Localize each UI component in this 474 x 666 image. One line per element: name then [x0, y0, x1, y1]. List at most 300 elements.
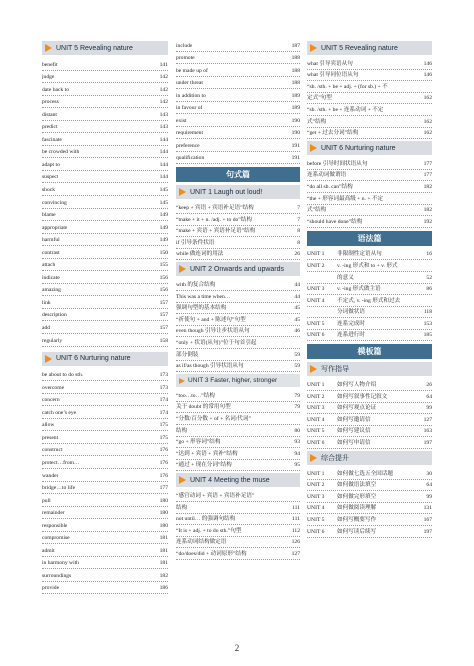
toc-entry[interactable]	[307, 58, 432, 70]
entry-title: shock	[42, 187, 56, 194]
entry-page: 80	[294, 427, 300, 434]
vocab-continued-list	[176, 39, 300, 164]
entry-title: in favour of	[176, 105, 203, 112]
entry-title: “达到 + 宾语 + 宾补”结构	[176, 450, 238, 457]
unit-title: UNIT 5 Revealing nature	[321, 44, 398, 52]
entry-title: admit	[42, 547, 55, 554]
toc-entry[interactable]	[307, 330, 432, 342]
column-left	[42, 39, 168, 594]
toc-entry[interactable]	[307, 205, 432, 217]
entry-page: 177	[423, 160, 432, 167]
toc-entry[interactable]	[42, 482, 168, 495]
entry-page: 93	[294, 439, 300, 446]
toc-entry[interactable]	[42, 569, 168, 582]
toc-entry[interactable]	[176, 448, 300, 460]
entry-title: “do/does/did + 动词原形”结构	[176, 550, 247, 557]
entry-title: as if/as though 引导状语从句	[176, 363, 244, 370]
entry-page: 143	[159, 124, 168, 131]
toc-entry[interactable]	[42, 108, 168, 121]
entry-page: 187	[291, 42, 300, 49]
triangle-icon	[310, 454, 317, 462]
entry-unit: UNIT 2	[307, 393, 325, 400]
triangle-icon	[310, 365, 317, 373]
toc-entry[interactable]	[307, 403, 432, 415]
toc-entry[interactable]	[307, 307, 432, 319]
entry-unit	[307, 274, 337, 282]
toc-entry[interactable]	[307, 295, 432, 307]
entry-page: 142	[159, 74, 168, 81]
entry-title: 如何写叙事性记叙文	[337, 393, 388, 400]
toc-entry[interactable]	[307, 284, 432, 296]
entry-title: 如何写观点论证	[337, 405, 377, 412]
toc-entry[interactable]	[176, 548, 300, 560]
toc-entry[interactable]	[307, 70, 432, 82]
entry-title: “get + 过去分词”结构	[307, 130, 359, 137]
entry-title: catch one’s eye	[42, 409, 77, 416]
entry-page: 145	[159, 199, 168, 206]
entry-page: 176	[159, 447, 168, 454]
toc-entry[interactable]	[42, 444, 168, 457]
entry-page: 174	[159, 409, 168, 416]
entry-page: 182	[159, 572, 168, 579]
entry-page: 16	[426, 251, 432, 258]
toc-entry[interactable]	[176, 202, 300, 214]
toc-entry[interactable]	[176, 525, 300, 537]
toc-entry[interactable]	[176, 139, 300, 152]
entry-page: 175	[159, 422, 168, 429]
entry-page: 26	[294, 251, 300, 258]
toc-entry[interactable]	[307, 480, 432, 492]
entry-page: 176	[159, 472, 168, 479]
entry-page: 162	[423, 95, 432, 102]
toc-entry[interactable]	[307, 318, 432, 330]
entry-page: 180	[159, 522, 168, 529]
toc-entry[interactable]	[42, 234, 168, 247]
entry-title: 分词做状语	[337, 309, 365, 316]
toc-entry[interactable]	[42, 246, 168, 259]
comprehensive-header	[307, 451, 432, 465]
entry-title: 如何写申请信	[337, 440, 371, 447]
toc-entry[interactable]	[42, 171, 168, 184]
entry-page: 182	[423, 183, 432, 190]
entry-title: add	[42, 325, 51, 332]
entry-page: 95	[294, 462, 300, 469]
entry-page: 157	[159, 325, 168, 332]
toc-entry[interactable]	[176, 214, 300, 226]
toc-entry[interactable]	[42, 334, 168, 347]
triangle-icon	[179, 188, 186, 196]
entry-title: appropriate	[42, 224, 68, 231]
entry-page: 180	[159, 510, 168, 517]
entry-page: 131	[423, 505, 432, 512]
entry-title: “do all sb. can”结构	[307, 183, 353, 190]
entry-page: 26	[426, 382, 432, 389]
toc-entry[interactable]	[176, 390, 300, 402]
entry-title: 如何写人物介绍	[337, 382, 377, 389]
toc-entry[interactable]	[42, 419, 168, 432]
entry-title: present	[42, 434, 59, 441]
entry-unit: UNIT 4	[307, 297, 325, 304]
toc-entry[interactable]	[176, 291, 300, 303]
entry-title: description	[42, 312, 67, 319]
toc-entry[interactable]	[42, 582, 168, 595]
toc-entry[interactable]	[42, 158, 168, 171]
writing-list	[307, 379, 432, 449]
toc-entry[interactable]	[176, 152, 300, 165]
toc-entry[interactable]	[42, 406, 168, 419]
toc-entry[interactable]	[307, 526, 432, 538]
entry-title: attach	[42, 262, 56, 269]
toc-entry[interactable]	[307, 272, 432, 284]
unit2-sentence-list	[176, 279, 300, 372]
toc-entry[interactable]	[42, 321, 168, 334]
entry-page: 197	[423, 528, 432, 535]
entry-title: suspect	[42, 174, 59, 181]
toc-entry[interactable]	[176, 127, 300, 140]
entry-title: indicate	[42, 274, 60, 281]
entry-title: amazing	[42, 287, 61, 294]
entry-title: include	[176, 42, 193, 49]
entry-title: not until… 的强调句结构	[176, 516, 236, 523]
toc-entry[interactable]	[42, 259, 168, 272]
toc-entry[interactable]	[42, 431, 168, 444]
toc-entry[interactable]	[307, 503, 432, 515]
entry-title: “go + 形容词”结构	[176, 439, 221, 446]
section-title: 写作指导	[321, 366, 349, 374]
entry-unit: UNIT 1	[307, 382, 325, 389]
toc-entry[interactable]	[42, 133, 168, 146]
entry-title: process	[42, 99, 59, 106]
toc-entry[interactable]	[176, 237, 300, 249]
entry-title: harmful	[42, 237, 60, 244]
section-band-grammar: 语法篇	[307, 231, 432, 246]
unit6-header	[307, 141, 432, 155]
toc-entry[interactable]	[42, 83, 168, 96]
toc-entry[interactable]	[42, 394, 168, 407]
entry-title: 关于 doubt 的常用句型	[176, 404, 231, 411]
unit-title: UNIT 4 Meeting the muse	[190, 476, 270, 484]
entry-page: 180	[159, 497, 168, 504]
toc-entry[interactable]	[42, 209, 168, 222]
entry-title: 定式”句型	[307, 95, 332, 102]
entry-page: 176	[159, 459, 168, 466]
entry-page: 167	[423, 517, 432, 523]
entry-title: 如何写邀请信	[337, 416, 371, 423]
entry-title: concern	[42, 397, 60, 404]
entry-page: 153	[423, 320, 432, 327]
section-band-template: 模板篇	[307, 344, 432, 359]
toc-entry[interactable]	[176, 402, 300, 414]
entry-page: 141	[159, 61, 168, 68]
entry-title: even though 引导让步状语从句	[176, 328, 250, 335]
toc-entry[interactable]	[307, 170, 432, 182]
page-number: 2	[234, 643, 240, 653]
toc-entry[interactable]	[42, 519, 168, 532]
entry-title: before 引导时间状语从句	[307, 160, 368, 167]
entry-unit: UNIT 1	[307, 251, 325, 258]
toc-entry[interactable]	[42, 381, 168, 394]
entry-title: provide	[42, 585, 60, 592]
toc-entry[interactable]	[42, 146, 168, 159]
entry-page: 30	[426, 470, 432, 477]
toc-entry[interactable]	[42, 456, 168, 469]
entry-page: 157	[159, 299, 168, 306]
entry-page: 162	[423, 118, 432, 125]
entry-page: 144	[159, 149, 168, 156]
toc-entry[interactable]	[42, 196, 168, 209]
toc-entry[interactable]	[307, 379, 432, 391]
toc-entry[interactable]	[176, 226, 300, 238]
entry-title: date back to	[42, 86, 70, 93]
entry-page: 46	[294, 328, 300, 335]
entry-page: 156	[159, 287, 168, 294]
entry-unit: UNIT 2	[307, 482, 325, 489]
entry-page: 99	[426, 405, 432, 412]
toc-entry[interactable]	[307, 249, 432, 261]
toc-entry[interactable]	[176, 114, 300, 127]
toc-entry[interactable]	[307, 216, 432, 228]
entry-title: v. -ing 形式和 to + v. 形式	[337, 262, 398, 269]
entry-title: 如何做完形填空	[337, 493, 377, 500]
toc-entry[interactable]	[42, 309, 168, 322]
toc-entry[interactable]	[307, 468, 432, 480]
entry-page: 79	[294, 404, 300, 411]
toc-entry[interactable]	[42, 71, 168, 84]
entry-page: 99	[426, 493, 432, 500]
toc-entry[interactable]	[42, 532, 168, 545]
entry-page: 181	[159, 547, 168, 554]
entry-title: “sb. /sth. + be + 连系动词 + 不定	[307, 106, 384, 113]
entry-title: “make + it + n. /adj. + to do”结构	[176, 216, 252, 223]
toc-entry[interactable]	[42, 469, 168, 482]
entry-page: 145	[159, 187, 168, 194]
toc-entry[interactable]	[42, 296, 168, 309]
entry-page: 142	[159, 86, 168, 93]
entry-unit: UNIT 6	[307, 440, 325, 447]
entry-page: 144	[159, 136, 168, 143]
entry-page: 191	[291, 155, 300, 162]
entry-title: what 引导宾语从句	[307, 60, 353, 67]
entry-page: 149	[159, 212, 168, 219]
entry-title: with 的复合结构	[176, 282, 216, 289]
triangle-icon	[179, 378, 185, 384]
unit6-sentence-list	[307, 158, 432, 228]
entry-unit: UNIT 4	[307, 505, 325, 512]
toc-entry[interactable]	[176, 249, 300, 261]
toc-entry[interactable]	[42, 284, 168, 297]
toc-entry[interactable]	[307, 437, 432, 449]
entry-title: construct	[42, 447, 63, 454]
toc-entry[interactable]	[176, 413, 300, 425]
comprehensive-list	[307, 468, 432, 538]
entry-page: 52	[426, 274, 432, 281]
unit2-header	[176, 262, 300, 276]
toc-entry[interactable]	[307, 104, 432, 116]
entry-title: “通过 + 现在分词”结构	[176, 462, 232, 469]
entry-title: qualification	[176, 155, 205, 162]
toc-entry[interactable]	[307, 491, 432, 503]
entry-title: requirement	[176, 130, 204, 137]
entry-page: 94	[294, 450, 300, 457]
toc-entry[interactable]	[307, 193, 432, 205]
entry-title: 如何做语法填空	[337, 482, 377, 489]
toc-entry[interactable]	[176, 349, 300, 361]
toc-entry[interactable]	[42, 544, 168, 557]
entry-title: regularly	[42, 337, 63, 344]
entry-title: “should have done”结构	[307, 218, 363, 225]
entry-page: 188	[291, 67, 300, 74]
entry-title: 连系完成时	[337, 320, 365, 327]
toc-entry[interactable]	[42, 557, 168, 570]
toc-entry[interactable]	[176, 52, 300, 65]
toc-entry[interactable]	[176, 89, 300, 102]
unit3-header	[176, 374, 300, 387]
toc-entry[interactable]	[176, 514, 300, 526]
toc-entry[interactable]	[307, 116, 432, 128]
entry-title: allow	[42, 422, 55, 429]
entry-title: 非限制性定语从句	[337, 251, 382, 258]
entry-unit	[307, 308, 337, 316]
entry-page: 143	[159, 111, 168, 118]
toc-entry[interactable]	[176, 361, 300, 373]
toc-entry[interactable]	[42, 58, 168, 71]
toc-entry[interactable]	[176, 303, 300, 315]
entry-page: 190	[291, 130, 300, 137]
toc-entry[interactable]	[307, 514, 432, 526]
entry-title: This was a time when…	[176, 293, 231, 300]
entry-page: 8	[297, 239, 300, 246]
entry-title: in addition to	[176, 92, 206, 99]
toc-entry[interactable]	[176, 279, 300, 291]
toc-entry[interactable]	[176, 460, 300, 472]
writing-header	[307, 362, 432, 376]
unit5-header	[307, 41, 432, 55]
entry-title: be about to do sth.	[42, 372, 84, 379]
entry-unit: UNIT 1	[307, 470, 325, 477]
entry-title: 连系动词结构做定语	[176, 539, 227, 546]
entry-unit: UNIT 3	[307, 286, 325, 293]
toc-entry[interactable]	[307, 81, 432, 93]
triangle-icon	[45, 44, 52, 52]
entry-page: 146	[423, 72, 432, 79]
entry-title: “It is + adj. + to do sth.”句型	[176, 527, 242, 534]
toc-entry[interactable]	[176, 314, 300, 326]
entry-title: be crowded with	[42, 149, 80, 156]
toc-entry[interactable]	[307, 414, 432, 426]
toc-entry[interactable]	[42, 369, 168, 382]
entry-page: 186	[159, 585, 168, 592]
entry-page: 188	[291, 55, 300, 62]
toc-entry[interactable]	[42, 271, 168, 284]
toc-entry[interactable]	[176, 502, 300, 514]
unit-title: UNIT 2 Onwards and upwards	[190, 265, 285, 273]
entry-page: 126	[291, 539, 300, 546]
entry-title: exist	[176, 117, 187, 124]
entry-unit: UNIT 4	[307, 416, 325, 423]
entry-page: 146	[423, 60, 432, 67]
entry-title: what 引导同位语从句	[307, 72, 359, 79]
entry-page: 149	[159, 237, 168, 244]
entry-title: “感官动词 + 宾语 + 宾语补足语”	[176, 492, 255, 499]
entry-title: 强调句型的基本结构	[176, 305, 227, 312]
entry-page: 190	[291, 117, 300, 124]
entry-unit: UNIT 6	[307, 332, 325, 339]
entry-title: judge	[42, 74, 55, 81]
entry-page: 59	[294, 351, 300, 358]
entry-page: 59	[294, 363, 300, 370]
entry-unit: UNIT 5	[307, 517, 325, 523]
entry-title: remainder	[42, 510, 65, 517]
toc-entry[interactable]	[176, 337, 300, 349]
entry-title: “only + 状语(从句)”位于句首引起	[176, 340, 257, 346]
entry-title: preference	[176, 142, 200, 149]
entry-page: 149	[159, 224, 168, 231]
column-right	[307, 39, 432, 538]
entry-page: 64	[426, 393, 432, 400]
entry-page: 156	[159, 274, 168, 281]
toc-entry[interactable]	[307, 181, 432, 193]
section-title: 综合提升	[321, 455, 349, 463]
entry-title: “分数/百分数 + of + 名词/代词”	[176, 415, 251, 422]
entry-page: 150	[159, 249, 168, 256]
toc-entry[interactable]	[176, 102, 300, 115]
entry-title: 式”结构	[307, 207, 327, 214]
entry-page: 182	[423, 207, 432, 214]
toc-entry[interactable]	[42, 183, 168, 196]
entry-page: 181	[159, 560, 168, 567]
toc-entry[interactable]	[176, 490, 300, 502]
toc-entry[interactable]	[42, 221, 168, 234]
toc-entry[interactable]	[42, 121, 168, 134]
toc-entry[interactable]	[307, 158, 432, 170]
unit3-sentence-list	[176, 390, 300, 471]
toc-entry[interactable]	[176, 437, 300, 449]
entry-title: compromise	[42, 535, 70, 542]
unit-title: UNIT 6 Nurturing nature	[56, 355, 131, 363]
toc-entry[interactable]	[176, 326, 300, 338]
toc-entry[interactable]	[307, 391, 432, 403]
entry-title: predict	[42, 124, 58, 131]
toc-entry[interactable]	[176, 39, 300, 52]
entry-page: 111	[292, 504, 300, 511]
toc-entry[interactable]	[176, 77, 300, 90]
entry-title: 结构	[176, 427, 188, 434]
grammar-list	[307, 249, 432, 342]
entry-title: blame	[42, 212, 56, 219]
toc-entry[interactable]	[42, 507, 168, 520]
toc-entry[interactable]	[176, 64, 300, 77]
entry-title: promote	[176, 55, 195, 62]
entry-page: 191	[291, 142, 300, 149]
entry-title: while 做连词的用法	[176, 251, 224, 258]
toc-entry[interactable]	[176, 537, 300, 549]
entry-title: 结构	[176, 504, 188, 511]
entry-title: 如何做阅读理解	[337, 505, 377, 512]
entry-page: 158	[159, 337, 168, 344]
unit1-header	[176, 185, 300, 199]
toc-entry[interactable]	[176, 425, 300, 437]
triangle-icon	[310, 44, 317, 52]
entry-title: “祈使句 + and + 陈述句”句型	[176, 316, 246, 323]
toc-entry[interactable]	[307, 426, 432, 438]
toc-entry[interactable]	[42, 494, 168, 507]
entry-page: 112	[291, 527, 300, 534]
toc-entry[interactable]	[42, 96, 168, 109]
entry-unit: UNIT 6	[307, 528, 325, 535]
toc-entry[interactable]	[307, 260, 432, 272]
toc-entry[interactable]	[307, 128, 432, 140]
toc-entry[interactable]	[307, 93, 432, 105]
